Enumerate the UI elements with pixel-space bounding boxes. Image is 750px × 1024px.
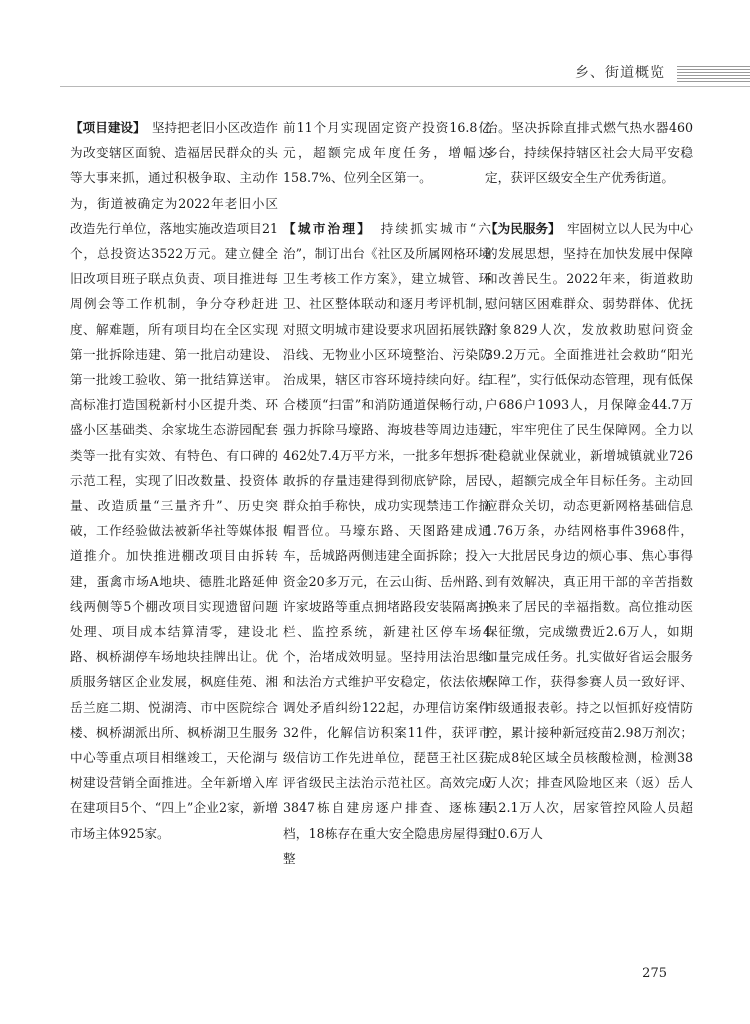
paragraph-body: 牢固树立以人民为中心的发展思想，坚持在加快发展中保障和改善民生。2022年来，街道救助慰问辖区困难群众、弱势群体、优抚对象829人次，发放救助慰问资金39.2万元。全面推进社会救助“阳光工程”，实行低保动态管理，现有低保户686户1093人，月保障金44.7万元，牢牢兜住了民生保障网。全力以赴稳就业保就业，新增城镇就业726人，超额完成全年目标任务。主动回应群众关切，动态更新网格基础信息1.76万条，办结网格事件3968件，一大批居民身边的烦心事、焦心事得到有效解决，真正用干部的辛苦指数换来了居民的幸福指数。高位推动医保征缴，完成缴费近2.6万人，如期如量完成任务。扎实做好省运会服务保障工作，获得参赛人员一致好评、市级通报表彰。持之以恒抓好疫情防控，累计接种新冠疫苗2.98万剂次；完成8轮区域全员核酸检测，检测38万人次；排查风险地区来（返）岳人员2.1万人次，居家管控风险人员超过0.6万人 — [485, 220, 694, 841]
paragraph-continued: 前11个月实现固定资产投资16.8亿元，超额完成年度任务，增幅达158.7%、位列全区第一。 — [283, 120, 491, 186]
header-stripe-decoration — [677, 66, 750, 82]
page-number: 275 — [642, 966, 667, 981]
text-column-3 — [485, 115, 693, 846]
section-heading-public-service: 【为民服务】 — [485, 220, 555, 236]
section-heading-project-construction: 【项目建设】 — [70, 120, 140, 135]
paragraph-public-service — [485, 216, 693, 846]
paragraph-urban-governance — [283, 216, 491, 871]
section-heading-urban-governance: 【城市治理】 — [283, 220, 366, 236]
section-title: 乡、街道概览 — [575, 65, 665, 81]
paragraph-body: 坚持把老旧小区改造作为改变辖区面貌、造福居民群众的头等大事来抓，通过积极争取、主动作为，街道被确定为2022年老旧小区改造先行单位，落地实施改造项目21个，总投资达3522万元。建立健全旧改项目班子联点负责、项目推进每周例会等工作机制，争分夺秒赶进度、解难题，所有项目均在全区实现第一批拆除违建、第一批启动建设、第一批竣工验收、第一批结算送审。高标准打造国税新村小区提升类、环盛小区基础类、余家垅生态游园配套类等一批有实效、有特色、有口碑的示范工程，实现了旧改数量、投资体量、改造质量“三量齐升”、历史突破，工作经验做法被新华社等媒体报道推介。加快推进棚改项目由拆转建，蛋禽市场A地块、德胜北路延伸线两侧等5个棚改项目实现遗留问题处理、项目成本结算清零，建设北路、枫桥湖停车场地块挂牌出让。优质服务辖区企业发展，枫庭佳苑、湘岳兰庭二期、悦湖湾、市中医院综合楼、枫桥湖派出所、枫桥湖卫生服务中心等重点项目相继竣工，天伦湖与树建设营销全面推进。全年新增入库在建项目5个、“四上”企业2家，新增市场主体925家。 — [70, 120, 279, 841]
running-header — [0, 62, 750, 88]
paragraph-body: 持续抓实城市“六治”，制订出台《社区及所属网格环境卫生考核工作方案》，建立城管、环卫、社区整体联动和逐月考评机制，对照文明城市建设要求巩固拓展铁路沿线、无物业小区环境整治、污染防治成果，辖区市容环境持续向好。结合楼顶“扫雷”和消防通道保畅行动，强力拆除马壕路、海坡巷等周边违建462处7.4万平方米，一批多年想拆不敢拆的存量违建得到彻底铲除，居民群众拍手称快，成功实现禁违工作摘帽晋位。马壕东路、天图路建成通车，岳城路两侧违建全面拆除；投入资金20多万元，在云山街、岳州路、许家坡路等重点拥堵路段安装隔离护栏、监控系统，新建社区停车场4个，治堵成效明显。坚持用法治思维和法治方式维护平安稳定，依法依规调处矛盾纠纷122起，办理信访案件32件，化解信访积案11件，获评市级信访工作先进单位，琵琶王社区获评省级民主法治示范社区。高效完成3847栋自建房逐户排查、逐栋建档，18栋存在重大安全隐患房屋得到整 — [283, 220, 492, 866]
text-column-1 — [70, 115, 278, 846]
text-column-2 — [283, 115, 491, 871]
header-rule — [60, 86, 750, 87]
paragraph-project-construction — [70, 115, 278, 846]
paragraph-continued: 治。坚决拆除直排式燃气热水器460多台，持续保持辖区社会大局平安稳定，获评区级安全生产优秀街道。 — [485, 120, 693, 186]
